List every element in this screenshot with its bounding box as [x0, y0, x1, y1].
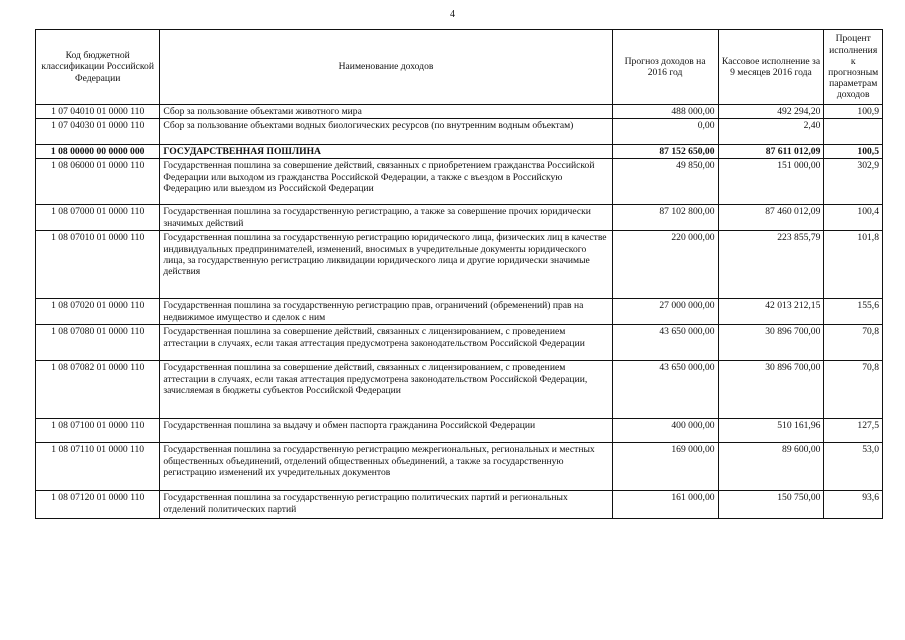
header-percent: Процент исполнения к прогнозным параметрам доходов — [824, 30, 883, 105]
table-row — [36, 205, 883, 231]
executed-cell: 87 460 012,09 — [718, 205, 824, 231]
table-row — [36, 325, 883, 361]
budget-code-cell: 1 07 04010 01 0000 110 — [36, 105, 160, 119]
percent-cell: 101,8 — [824, 231, 883, 299]
percent-cell: 302,9 — [824, 159, 883, 205]
executed-cell: 42 013 212,15 — [718, 299, 824, 325]
forecast-cell: 49 850,00 — [612, 159, 718, 205]
table-row — [36, 299, 883, 325]
forecast-cell: 220 000,00 — [612, 231, 718, 299]
forecast-cell: 43 650 000,00 — [612, 361, 718, 419]
percent-cell: 70,8 — [824, 361, 883, 419]
table-row — [36, 119, 883, 145]
table-header-row — [36, 30, 883, 105]
forecast-cell: 27 000 000,00 — [612, 299, 718, 325]
percent-cell: 127,5 — [824, 419, 883, 443]
budget-code-cell: 1 08 07110 01 0000 110 — [36, 443, 160, 491]
table-row — [36, 491, 883, 519]
budget-code-cell: 1 08 07000 01 0000 110 — [36, 205, 160, 231]
budget-code-cell: 1 07 04030 01 0000 110 — [36, 119, 160, 145]
income-name-cell: Государственная пошлина за совершение действий, связанных с лицензированием, с проведением аттестации в случаях, если такая аттестация предусмотрена законодательством Российской Федерации, зачисляемая в бюджеты субъектов Российской Федерации — [160, 361, 612, 419]
table-row — [36, 231, 883, 299]
executed-cell: 89 600,00 — [718, 443, 824, 491]
table-row — [36, 105, 883, 119]
executed-cell: 151 000,00 — [718, 159, 824, 205]
header-forecast: Прогноз доходов на 2016 год — [612, 30, 718, 105]
percent-cell: 53,0 — [824, 443, 883, 491]
executed-cell: 87 611 012,09 — [718, 145, 824, 159]
forecast-cell: 43 650 000,00 — [612, 325, 718, 361]
percent-cell: 155,6 — [824, 299, 883, 325]
table-row — [36, 145, 883, 159]
income-name-cell: ГОСУДАРСТВЕННАЯ ПОШЛИНА — [160, 145, 612, 159]
budget-code-cell: 1 08 07082 01 0000 110 — [36, 361, 160, 419]
header-name: Наименование доходов — [160, 30, 612, 105]
budget-code-cell: 1 08 07010 01 0000 110 — [36, 231, 160, 299]
page-number: 4 — [450, 9, 455, 20]
forecast-cell: 488 000,00 — [612, 105, 718, 119]
percent-cell: 100,9 — [824, 105, 883, 119]
income-name-cell: Сбор за пользование объектами водных биологических ресурсов (по внутренним водным объектам) — [160, 119, 612, 145]
forecast-cell: 87 102 800,00 — [612, 205, 718, 231]
forecast-cell: 87 152 650,00 — [612, 145, 718, 159]
executed-cell: 492 294,20 — [718, 105, 824, 119]
budget-code-cell: 1 08 07120 01 0000 110 — [36, 491, 160, 519]
income-name-cell: Государственная пошлина за государственную регистрацию, а также за совершение прочих юридически значимых действий — [160, 205, 612, 231]
budget-code-cell: 1 08 07100 01 0000 110 — [36, 419, 160, 443]
budget-code-cell: 1 08 07020 01 0000 110 — [36, 299, 160, 325]
executed-cell: 223 855,79 — [718, 231, 824, 299]
forecast-cell: 0,00 — [612, 119, 718, 145]
income-name-cell: Государственная пошлина за совершение действий, связанных с приобретением гражданства Российской Федерации или выходом из гражданства Российской Федерации, а также с въездом в Российскую Федерацию или выездом из Российской Федерации — [160, 159, 612, 205]
budget-code-cell: 1 08 06000 01 0000 110 — [36, 159, 160, 205]
income-name-cell: Государственная пошлина за государственную регистрацию межрегиональных, региональных и местных общественных объединений, отделений общественных объединений, а также за государственную регистрацию изменений их учредительных документов — [160, 443, 612, 491]
income-name-cell: Государственная пошлина за государственную регистрацию политических партий и региональных отделений политических партий — [160, 491, 612, 519]
table-row — [36, 443, 883, 491]
forecast-cell: 161 000,00 — [612, 491, 718, 519]
table-row — [36, 159, 883, 205]
percent-cell: 100,5 — [824, 145, 883, 159]
budget-income-table — [35, 29, 883, 519]
income-name-cell: Сбор за пользование объектами животного мира — [160, 105, 612, 119]
budget-code-cell: 1 08 00000 00 0000 000 — [36, 145, 160, 159]
forecast-cell: 400 000,00 — [612, 419, 718, 443]
percent-cell: 70,8 — [824, 325, 883, 361]
income-name-cell: Государственная пошлина за выдачу и обмен паспорта гражданина Российской Федерации — [160, 419, 612, 443]
budget-code-cell: 1 08 07080 01 0000 110 — [36, 325, 160, 361]
income-name-cell: Государственная пошлина за государственную регистрацию прав, ограничений (обременений) прав на недвижимое имущество и сделок с ним — [160, 299, 612, 325]
income-name-cell: Государственная пошлина за государственную регистрацию юридического лица, физических лиц в качестве индивидуальных предпринимателей, изменений, вносимых в учредительные документы юридического лица, за государственную регистрацию ликвидации юридического лица и другие юридически значимые действия — [160, 231, 612, 299]
percent-cell — [824, 119, 883, 145]
executed-cell: 30 896 700,00 — [718, 361, 824, 419]
header-executed: Кассовое исполнение за 9 месяцев 2016 года — [718, 30, 824, 105]
forecast-cell: 169 000,00 — [612, 443, 718, 491]
table-row — [36, 419, 883, 443]
percent-cell: 93,6 — [824, 491, 883, 519]
income-name-cell: Государственная пошлина за совершение действий, связанных с лицензированием, с проведением аттестации в случаях, если такая аттестация предусмотрена законодательством Российской Федерации — [160, 325, 612, 361]
executed-cell: 510 161,96 — [718, 419, 824, 443]
percent-cell: 100,4 — [824, 205, 883, 231]
executed-cell: 150 750,00 — [718, 491, 824, 519]
executed-cell: 30 896 700,00 — [718, 325, 824, 361]
executed-cell: 2,40 — [718, 119, 824, 145]
table-row — [36, 361, 883, 419]
header-code: Код бюджетной классификации Российской Федерации — [36, 30, 160, 105]
